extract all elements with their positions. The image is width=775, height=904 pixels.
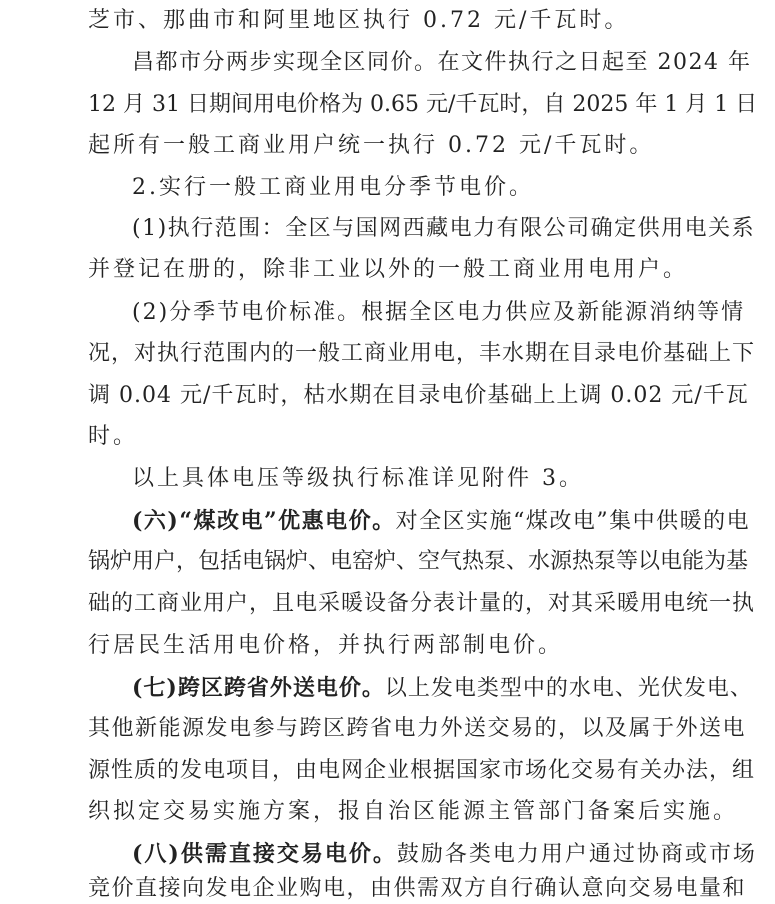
text-line [88,874,746,904]
text-line [88,797,738,827]
text-span: 以上发电类型中的水电、光伏发电、 [384,676,753,701]
text-line [88,381,749,411]
text-span: 并登记在册的，除非工业以外的一般工商业用电用户。 [88,257,689,282]
section-heading-line [132,673,753,703]
paragraph-start [132,48,751,78]
paragraph-start [132,214,755,244]
section-heading: (七)跨区跨省外送电价。 [132,675,385,701]
paragraph-start [132,173,534,203]
text-span: 以上具体电压等级执行标准详见附件 3。 [132,466,584,491]
text-span: 础的工商业用户，且电采暖设备分表计量的，对其采暖用电统一执 [88,591,756,616]
text-line [88,339,755,369]
section-heading-line [132,506,750,536]
text-span: 调 0.04 元/千瓦时，枯水期在目录电价基础上上调 0.02 元/千瓦 [88,383,749,408]
text-line [88,255,688,285]
text-line [88,714,746,744]
text-line [88,90,757,120]
text-span: 对全区实施“煤改电”集中供暖的电 [395,509,751,534]
section-heading: (八)供需直接交易电价。 [132,841,397,867]
text-line [88,589,755,619]
text-span: (1)执行范围：全区与国网西藏电力有限公司确定供用电关系 [132,216,756,241]
text-span: 其他新能源发电参与跨区跨省电力外送交易的，以及属于外送电 [88,716,747,741]
section-heading: (六)“煤改电”优惠电价。 [132,508,396,534]
text-line [88,6,629,36]
text-span: 芝市、那曲市和阿里地区执行 0.72 元/千瓦时。 [88,8,630,33]
text-span: 源性质的发电项目，由电网企业根据国家市场化交易有关办法，组 [88,758,756,783]
text-span: (2)分季节电价标准。根据全区电力供应及新能源消纳等情 [132,300,746,325]
text-span: 况，对执行范围内的一般工商业用电，丰水期在目录电价基础上下 [88,341,756,366]
text-span: 昌都市分两步实现全区同价。在文件执行之日起至 2024 年 [132,50,752,75]
text-span: 行居民生活用电价格，并执行两部制电价。 [88,633,564,658]
text-line [88,547,748,577]
text-span: 时。 [88,424,139,449]
text-span: 鼓励各类电力用户通过协商或市场 [396,842,757,867]
text-span: 织拟定交易实施方案，报自治区能源主管部门备案后实施。 [88,799,739,824]
text-line [88,756,755,786]
text-span: 12 月 31 日期间用电价格为 0.65 元/千瓦时，自 2025 年 1 月 1 日 [88,92,758,117]
paragraph-start [132,298,745,328]
text-line [88,422,138,452]
paragraph-start [132,464,584,494]
section-heading-line [132,839,757,869]
text-span: 2.实行一般工商业用电分季节电价。 [132,175,534,200]
text-span: 竞价直接向发电企业购电，由供需双方自行确认意向交易电量和 [88,876,747,901]
text-span: 起所有一般工商业用户统一执行 0.72 元/千瓦时。 [88,133,655,158]
text-line [88,631,563,661]
text-line [88,131,654,161]
text-span: 锅炉用户，包括电锅炉、电窑炉、空气热泵、水源热泵等以电能为基 [88,549,749,574]
